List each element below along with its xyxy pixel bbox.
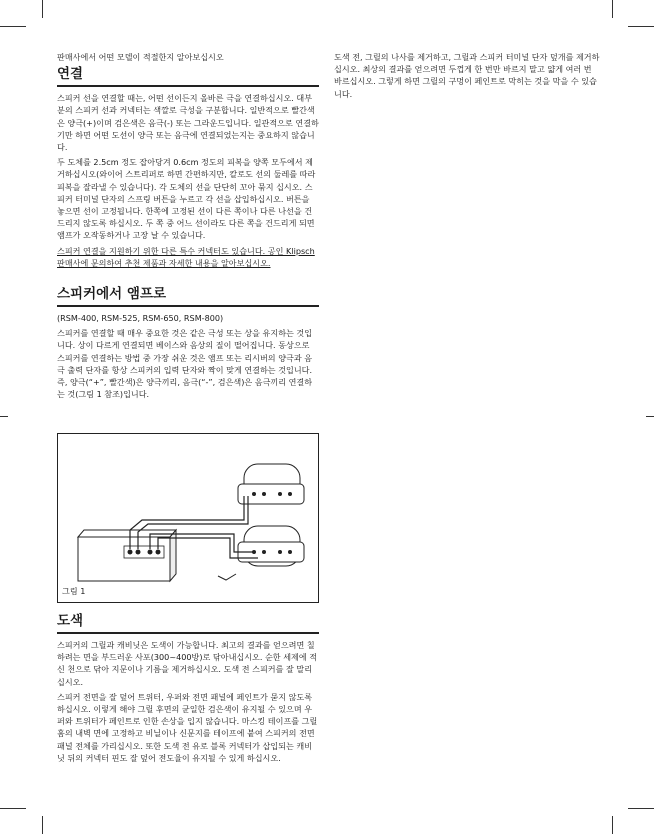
intro-text: 판매사에서 어떤 모델이 적절한지 알아보십시오: [57, 52, 224, 62]
wiring-diagram: [58, 434, 318, 602]
speaker-to-amp-paragraph: 스피커를 연결할 때 매우 중요한 것은 같은 극성 또는 상을 유지하는 것입니다. 상이 다르게 연결되면 베이스와 음상의 질이 떨어집니다. 동상으로 스피커를 연결하는 방법 중 가장 쉬운 것은 앰프 또는 리시버의 양극과 음극 출력 단자를 항상 스피커의 입력 단자와 짝이 맞게 연결하는 것입니다. 즉, 양극(“+”, 빨간색)은 양극끼리, 음극(“-”, 검은색)은 음극끼리 연결하는 것(그림 1 참조)입니다.: [57, 328, 313, 400]
section-title-speaker-to-amp: 스피커에서 앰프로: [57, 286, 167, 303]
section-rule: [57, 305, 319, 307]
crop-mark: [612, 0, 613, 18]
crop-mark: [628, 808, 654, 809]
crop-mark: [646, 416, 654, 417]
left-column: [57, 51, 319, 403]
connection-paragraph-2: 두 도체를 2.5cm 정도 잡아당겨 0.6cm 정도의 피복을 양쪽 모두에서 제거하십시오(와이어 스트리퍼로 하면 간편하지만, 칼로도 선의 둘레를 따라 피복을 잘라낼 수 있습니다). 각 도체의 선을 단단히 꼬아 묶지 십시오. 스피커 터미널 단자의 스프링 버튼을 누르고 각 선을 삽입하십시오. 버튼을 놓으면 선이 고정됩니다. 한쪽에 고정된 선이 다른 쪽이나 다른 나선을 건드리지 않도록 하십시오. 두 쪽 중 어느 선이라도 다른 쪽을 건드리게 되면 앰프가 오작동하거나 고장 날 수 있습니다.: [57, 157, 316, 241]
section-rule: [57, 85, 319, 87]
figure-caption: 그림 1: [62, 586, 86, 596]
crop-mark: [612, 816, 613, 834]
figure-1: [57, 433, 319, 603]
painting-paragraph-2: 스피커 전면을 잘 덮어 트위터, 우퍼와 전면 패널에 페인트가 묻지 않도록 하십시오. 이렇게 해야 그릴 후면의 균일한 검은색이 유지될 수 있으며 우퍼와 트위터가 페인트로 인한 손상을 입지 않습니다. 마스킹 테이프를 그릴 홈의 내벽 면에 고정하고 비닐이나 신문지를 테이프에 붙여 스피커의 전면 패널 전체를 가리십시오. 또한 도색 전 유로 블록 커넥터가 삽입되는 캐비닛 뒤의 커넥터 핀도 잘 덮어 전도율이 유지될 수 있게 하십시오.: [57, 691, 318, 763]
model-list: (RSM-400, RSM-525, RSM-650, RSM-800): [57, 313, 224, 324]
crop-mark: [42, 816, 43, 834]
section-title-connection: 연결: [57, 66, 84, 83]
painting-paragraph-1: 스피커의 그릴과 캐비닛은 도색이 가능합니다. 최고의 결과를 얻으려면 칠하려는 면을 부드러운 사포(300~400방)로 닦아내십시오. 순한 세제에 적신 천으로 닦아 지문이나 기름을 제거하십시오. 도색 전 스피커를 잘 말리십시오.: [57, 640, 318, 687]
crop-mark: [0, 26, 26, 27]
connection-paragraph-1: 스피커 선을 연결할 때는, 어떤 선이든지 올바른 극을 연결하십시오. 대부분의 스피커 선과 커넥터는 색깔로 극성을 구분합니다. 일반적으로 빨간색은 양극(+)이며 검은색은 음극(-) 또는 그라운드입니다. 일관적으로 연결하기만 하면 어떤 도선이 양극 또는 음극에 연결되었는지는 중요하지 않습니다.: [57, 93, 319, 153]
right-column: [334, 51, 600, 103]
crop-mark: [0, 416, 8, 417]
section-rule: [57, 632, 319, 634]
crop-mark: [628, 26, 654, 27]
crop-mark: [42, 0, 43, 18]
section-title-painting: 도색: [57, 613, 84, 629]
crop-mark: [0, 808, 26, 809]
left-column-bottom: [57, 611, 319, 767]
painting-continued-paragraph: 도색 전, 그릴의 나사를 제거하고, 그릴과 스피커 터미널 단자 덮개를 제거하십시오. 최상의 결과를 얻으려면 두껍게 한 번만 바르지 말고 얇게 여러 번 바르십시오. 그렇게 하면 그릴의 구멍이 페인트로 막히는 것을 막을 수 있습니다.: [334, 52, 600, 99]
connection-note: 스피커 연결을 지원하기 위한 다른 특수 커넥터도 있습니다. 공인 Klipsch 판매사에 문의하여 추천 제품과 자세한 내용을 알아보십시오.: [57, 245, 315, 268]
